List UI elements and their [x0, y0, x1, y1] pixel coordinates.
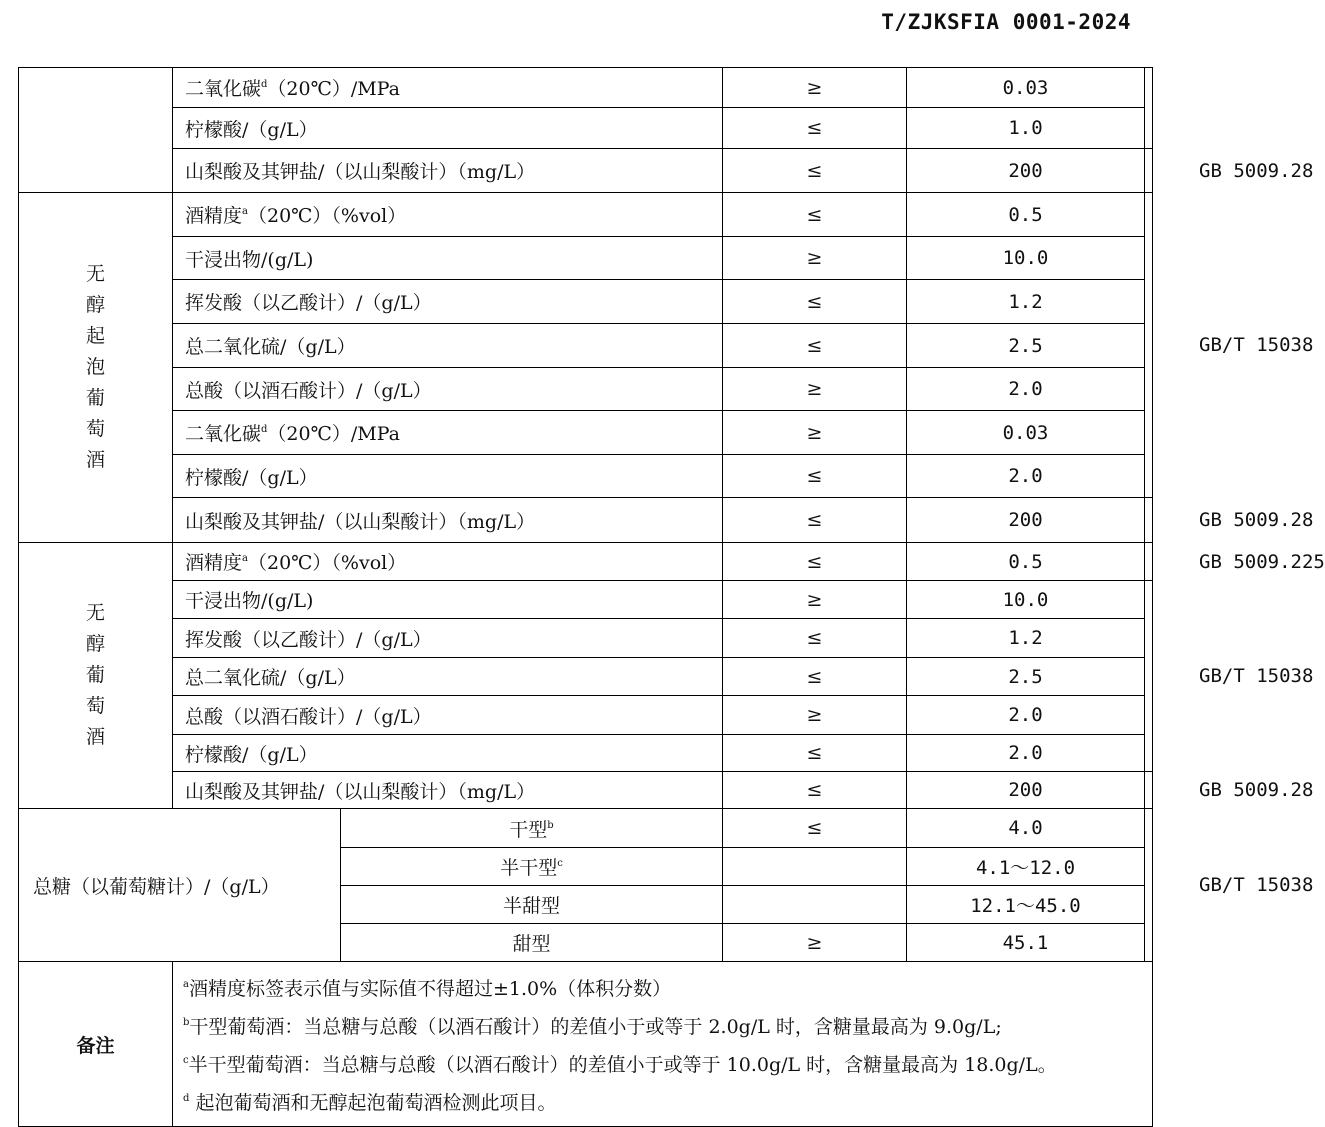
- value-cell: 0.5: [907, 193, 1145, 237]
- operator-cell: ≤: [723, 324, 907, 368]
- item-cell: 二氧化碳$^d$（20℃）/MPa: [173, 68, 723, 108]
- table-row: [19, 368, 1153, 411]
- table-row: [19, 68, 1153, 108]
- item-cell: 挥发酸（以乙酸计）/（g/L）: [173, 280, 723, 324]
- sugar-type-cell: 甜型: [341, 924, 723, 962]
- item-cell: 柠檬酸/（g/L）: [173, 108, 723, 149]
- sugar-type-cell: 半干型$^c$: [341, 848, 723, 886]
- method-cell: GB/T 15038: [1145, 193, 1153, 498]
- value-cell: 1.2: [907, 280, 1145, 324]
- value-cell: 10.0: [907, 581, 1145, 619]
- value-cell: 45.1: [907, 924, 1145, 962]
- operator-cell: ≤: [723, 149, 907, 193]
- item-cell: 总二氧化硫/（g/L）: [173, 324, 723, 368]
- item-cell: 干浸出物/(g/L): [173, 581, 723, 619]
- notes-label: 备注: [19, 962, 173, 1127]
- operator-cell: ≤: [723, 543, 907, 581]
- method-cell: [1145, 68, 1153, 149]
- value-cell: 2.5: [907, 324, 1145, 368]
- value-cell: 200: [907, 149, 1145, 193]
- operator-cell: ≤: [723, 772, 907, 809]
- item-cell: 总酸（以酒石酸计）/（g/L）: [173, 696, 723, 735]
- operator-cell: ≥: [723, 581, 907, 619]
- operator-cell: ≤: [723, 108, 907, 149]
- category-cell-continued: [19, 68, 173, 193]
- sugar-type-cell: 半甜型: [341, 886, 723, 924]
- operator-cell: ≥: [723, 368, 907, 411]
- operator-cell: ≥: [723, 411, 907, 455]
- operator-cell: ≥: [723, 68, 907, 108]
- operator-cell: ≥: [723, 237, 907, 280]
- value-cell: 2.0: [907, 368, 1145, 411]
- table-row: [19, 280, 1153, 324]
- table-row: [19, 543, 1153, 581]
- notes-row: [19, 962, 1153, 1127]
- value-cell: 2.0: [907, 696, 1145, 735]
- spec-table: [18, 67, 1325, 1127]
- value-cell: 2.5: [907, 658, 1145, 696]
- table-row: [19, 696, 1153, 735]
- method-cell: GB 5009.28: [1145, 772, 1153, 809]
- item-cell: 山梨酸及其钾盐/（以山梨酸计）（mg/L）: [173, 498, 723, 543]
- operator-cell: ≥: [723, 696, 907, 735]
- operator-cell: ≤: [723, 455, 907, 498]
- operator-cell: ≤: [723, 280, 907, 324]
- value-cell: 12.1～45.0: [907, 886, 1145, 924]
- method-cell: GB 5009.28: [1145, 149, 1153, 193]
- item-cell: 干浸出物/(g/L): [173, 237, 723, 280]
- item-cell: 挥发酸（以乙酸计）/（g/L）: [173, 619, 723, 658]
- operator-cell: ≤: [723, 619, 907, 658]
- document-code: T/ZJKSFIA 0001-2024: [881, 10, 1131, 34]
- method-cell: GB 5009.225: [1145, 543, 1153, 581]
- item-cell: 酒精度$^a$（20℃）（%vol）: [173, 543, 723, 581]
- table-row: [19, 809, 1153, 848]
- method-cell: GB 5009.28: [1145, 498, 1153, 543]
- note-item: $^c$半干型葡萄酒：当总糖与总酸（以酒石酸计）的差值小于或等于 10.0g/L 时，含糖量最高为 18.0g/L。: [183, 1054, 1057, 1076]
- operator-cell: ≥: [723, 924, 907, 962]
- method-cell: GB/T 15038: [1145, 581, 1153, 772]
- category-label: 无醇起泡葡萄酒: [85, 263, 105, 471]
- table-row: [19, 498, 1153, 543]
- note-item: $^b$干型葡萄酒：当总糖与总酸（以酒石酸计）的差值小于或等于 2.0g/L 时，含糖量最高为 9.0g/L;: [183, 1016, 1002, 1038]
- table-row: [19, 455, 1153, 498]
- value-cell: 0.03: [907, 411, 1145, 455]
- category-label: 无醇葡萄酒: [85, 602, 105, 748]
- value-cell: 2.0: [907, 735, 1145, 772]
- sugar-label-cell: 总糖（以葡萄糖计）/（g/L）: [19, 809, 341, 962]
- operator-cell: ≤: [723, 735, 907, 772]
- operator-cell: ≤: [723, 193, 907, 237]
- operator-cell: ≤: [723, 498, 907, 543]
- sugar-type-cell: 干型$^b$: [341, 809, 723, 848]
- operator-cell: ≤: [723, 658, 907, 696]
- table-row: [19, 108, 1153, 149]
- table-row: [19, 735, 1153, 772]
- value-cell: 0.5: [907, 543, 1145, 581]
- item-cell: 山梨酸及其钾盐/（以山梨酸计）（mg/L）: [173, 772, 723, 809]
- item-cell: 柠檬酸/（g/L）: [173, 735, 723, 772]
- table-row: [19, 772, 1153, 809]
- item-cell: 山梨酸及其钾盐/（以山梨酸计）（mg/L）: [173, 149, 723, 193]
- table-row: [19, 237, 1153, 280]
- note-item: $^d$ 起泡葡萄酒和无醇起泡葡萄酒检测此项目。: [183, 1092, 557, 1114]
- value-cell: 200: [907, 772, 1145, 809]
- category-cell: [19, 543, 173, 809]
- notes-body: [173, 962, 1153, 1127]
- value-cell: 0.03: [907, 68, 1145, 108]
- table-row: [19, 193, 1153, 237]
- table-row: [19, 149, 1153, 193]
- table-row: [19, 658, 1153, 696]
- note-item: $^a$酒精度标签表示值与实际值不得超过±1.0%（体积分数）: [183, 978, 672, 1000]
- value-cell: 4.0: [907, 809, 1145, 848]
- table-row: [19, 619, 1153, 658]
- value-cell: 10.0: [907, 237, 1145, 280]
- operator-cell: [723, 886, 907, 924]
- operator-cell: [723, 848, 907, 886]
- category-cell: [19, 193, 173, 543]
- value-cell: 1.2: [907, 619, 1145, 658]
- item-cell: 二氧化碳$^d$（20℃）/MPa: [173, 411, 723, 455]
- item-cell: 酒精度$^a$（20℃）（%vol）: [173, 193, 723, 237]
- table-row: [19, 411, 1153, 455]
- value-cell: 200: [907, 498, 1145, 543]
- operator-cell: ≤: [723, 809, 907, 848]
- table-row: [19, 324, 1153, 368]
- value-cell: 4.1～12.0: [907, 848, 1145, 886]
- value-cell: 1.0: [907, 108, 1145, 149]
- item-cell: 总酸（以酒石酸计）/（g/L）: [173, 368, 723, 411]
- item-cell: 柠檬酸/（g/L）: [173, 455, 723, 498]
- method-cell: GB/T 15038: [1145, 809, 1153, 962]
- item-cell: 总二氧化硫/（g/L）: [173, 658, 723, 696]
- value-cell: 2.0: [907, 455, 1145, 498]
- table-row: [19, 581, 1153, 619]
